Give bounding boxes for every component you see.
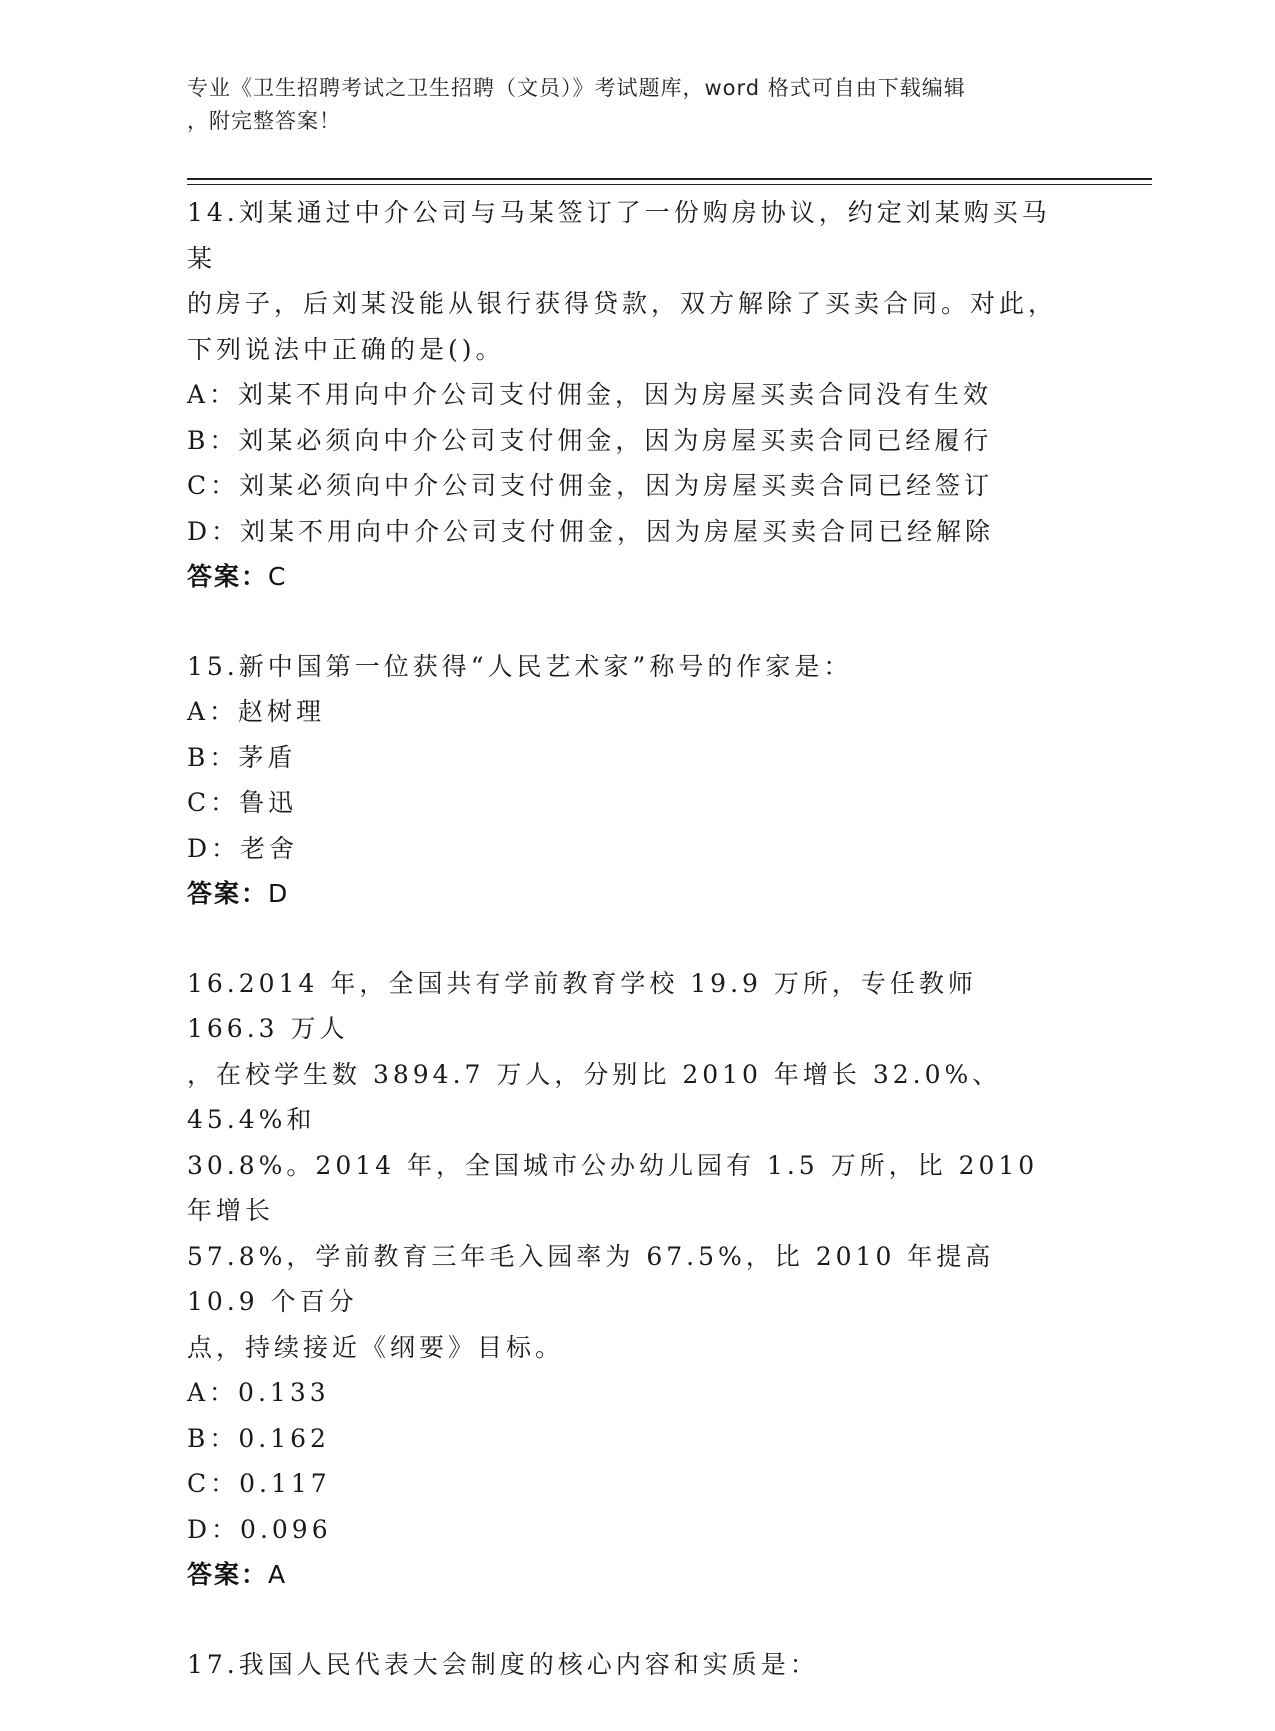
option-a: A：赵树理 bbox=[187, 697, 326, 726]
option-d: D：老舍 bbox=[187, 833, 299, 863]
question-list bbox=[187, 190, 1067, 1731]
question-text-line: 15.新中国第一位获得“人民艺术家”称号的作家是： bbox=[187, 651, 853, 681]
option-d: D：0.096 bbox=[187, 1514, 332, 1544]
question-text-line: 14.刘某通过中介公司与马某签订了一份购房协议，约定刘某购买马某 bbox=[187, 198, 1051, 273]
answer-line bbox=[187, 554, 1067, 600]
option-c: C：鲁迅 bbox=[187, 788, 298, 817]
option-a: A：0.133 bbox=[187, 1378, 330, 1407]
header-line-1: 专业《卫生招聘考试之卫生招聘（文员）》考试题库，word 格式可自由下载编辑 bbox=[187, 76, 966, 100]
option-b: B：刘某必须向中介公司支付佣金，因为房屋买卖合同已经履行 bbox=[187, 425, 993, 455]
answer-line bbox=[187, 871, 1067, 917]
option-d: D：刘某不用向中介公司支付佣金，因为房屋买卖合同已经解除 bbox=[187, 516, 995, 546]
option-c: C：刘某必须向中介公司支付佣金，因为房屋买卖合同已经签订 bbox=[187, 471, 994, 500]
answer-label: 答案： bbox=[187, 879, 269, 908]
question-text-line: 16.2014 年，全国共有学前教育学校 19.9 万所，专任教师 166.3 万人 bbox=[187, 968, 977, 1043]
question-text-line: ，在校学生数 3894.7 万人，分别比 2010 年增长 32.0%、45.4%和 bbox=[187, 1059, 1002, 1134]
option-a: A：刘某不用向中介公司支付佣金，因为房屋买卖合同没有生效 bbox=[187, 380, 993, 409]
answer-line bbox=[187, 1552, 1067, 1598]
question-text-line: 下列说法中正确的是()。 bbox=[187, 334, 505, 364]
question-text-line: 30.8%。2014 年，全国城市公办幼儿园有 1.5 万所，比 2010 年增长 bbox=[187, 1150, 1039, 1225]
question-text-line: 17.我国人民代表大会制度的核心内容和实质是： bbox=[187, 1649, 819, 1679]
question-16 bbox=[187, 961, 1067, 1598]
question-text-line: 57.8%，学前教育三年毛入园率为 67.5%，比 2010 年提高 10.9 个百分 bbox=[187, 1241, 995, 1316]
document-header bbox=[187, 72, 1067, 138]
question-14 bbox=[187, 190, 1067, 600]
option-c: C：0.117 bbox=[187, 1469, 331, 1498]
question-text-line: 点，持续接近《纲要》目标。 bbox=[187, 1332, 565, 1362]
answer-value: D bbox=[268, 879, 290, 908]
answer-label: 答案： bbox=[187, 1560, 269, 1589]
question-15 bbox=[187, 644, 1067, 917]
header-divider-thick bbox=[187, 178, 1152, 180]
header-line-2: ，附完整答案！ bbox=[187, 109, 341, 133]
question-text-line: 的房子，后刘某没能从银行获得贷款，双方解除了买卖合同。对此， bbox=[187, 289, 1058, 318]
answer-label: 答案： bbox=[187, 562, 269, 591]
question-17 bbox=[187, 1642, 1067, 1688]
option-b: B：0.162 bbox=[187, 1423, 330, 1453]
answer-value: A bbox=[268, 1560, 288, 1589]
option-b: B：茅盾 bbox=[187, 742, 297, 772]
answer-value: C bbox=[268, 562, 288, 591]
header-divider-thin bbox=[187, 184, 1152, 185]
